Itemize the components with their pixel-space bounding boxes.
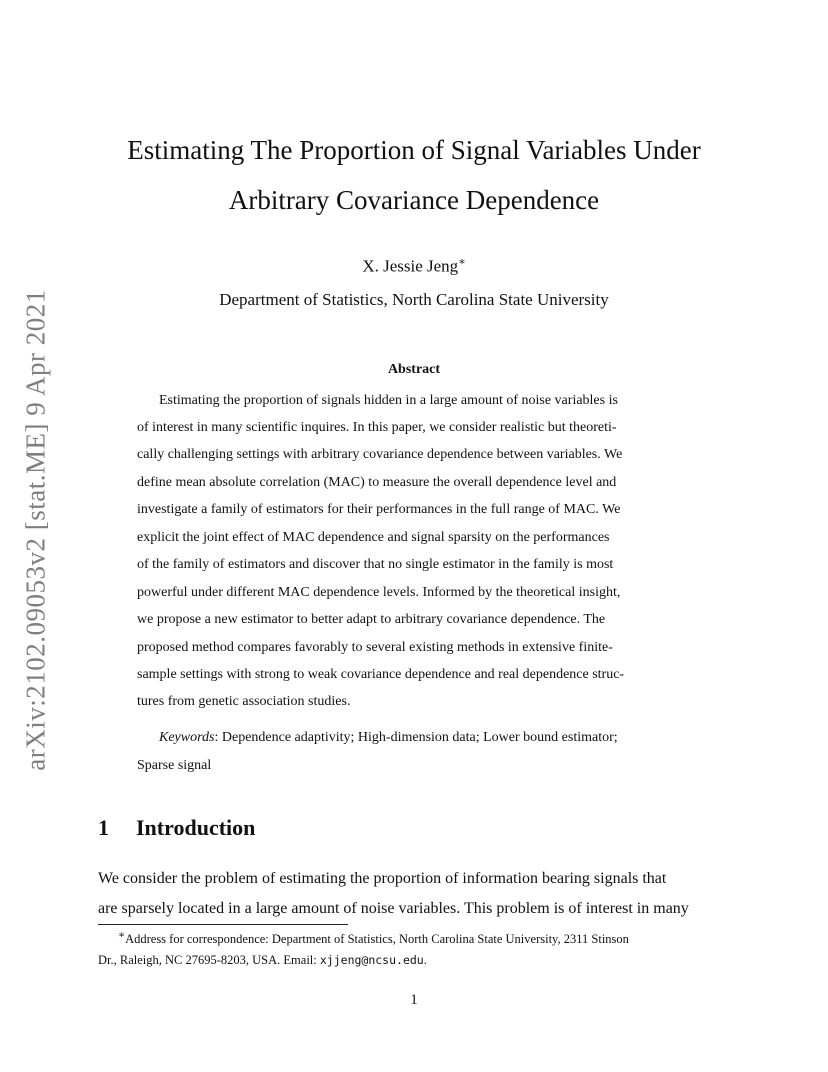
- abstract-line: we propose a new estimator to better adapt to arbitrary covariance dependence. The: [137, 612, 606, 627]
- abstract-line: sample settings with strong to weak covariance dependence and real dependence struc-: [137, 667, 625, 682]
- arxiv-identifier: arXiv:2102.09053v2 [stat.ME] 9 Apr 2021: [20, 289, 51, 771]
- keywords-continuation: Sparse signal: [137, 758, 212, 773]
- body-text-line: are sparsely located in a large amount of noise variables. This problem is of interest in many: [98, 900, 689, 917]
- abstract-line: explicit the joint effect of MAC dependence and signal sparsity on the performances: [137, 530, 610, 545]
- footnote-email-link[interactable]: xjjeng@ncsu.edu: [319, 953, 424, 967]
- page-number: 1: [410, 992, 418, 1008]
- paper-title-line-2: Arbitrary Covariance Dependence: [228, 185, 600, 215]
- abstract-line: define mean absolute correlation (MAC) to measure the overall dependence level and: [137, 475, 617, 490]
- abstract-line: tures from genetic association studies.: [137, 694, 351, 709]
- keywords-text: : Dependence adaptivity; High-dimension data; Lower bound estimator;: [214, 730, 618, 745]
- abstract-line: proposed method compares favorably to several existing methods in extensive finite-: [137, 640, 613, 655]
- keywords-label: Keywords: [159, 730, 215, 745]
- footnote-rule: [98, 924, 348, 925]
- author: [80, 255, 748, 277]
- footnote-line: [98, 953, 427, 968]
- affiliation: Department of Statistics, North Carolina State University: [219, 290, 609, 309]
- footnote-text: Address for correspondence: Department of Statistics, North Carolina State University, 2311 Stinson: [125, 932, 629, 947]
- body-text-line: We consider the problem of estimating the proportion of information bearing signals that: [98, 870, 667, 887]
- section-title: Introduction: [136, 815, 256, 840]
- author-footnote-mark: ∗: [458, 256, 466, 268]
- section-heading: [98, 815, 255, 841]
- abstract-line: of interest in many scientific inquires. In this paper, we consider realistic but theoreti-: [137, 420, 617, 435]
- abstract-line: cally challenging settings with arbitrary covariance dependence between variables. We: [137, 447, 623, 462]
- author-name: X. Jessie Jeng: [362, 256, 459, 276]
- abstract-heading: Abstract: [387, 362, 441, 377]
- paper-title-line-1: Estimating The Proportion of Signal Variables Under: [127, 135, 701, 165]
- keywords-line: [159, 730, 618, 746]
- footnote-mark: ∗: [118, 930, 126, 941]
- abstract-line: investigate a family of estimators for their performances in the full range of MAC. We: [137, 502, 621, 517]
- abstract-line: Estimating the proportion of signals hidden in a large amount of noise variables is: [159, 393, 618, 408]
- abstract-line: powerful under different MAC dependence levels. Informed by the theoretical insight,: [137, 585, 621, 600]
- footnote-text: .: [423, 953, 427, 967]
- abstract-line: of the family of estimators and discover that no single estimator in the family is most: [137, 557, 614, 572]
- footnote-line: [118, 929, 629, 947]
- footnote-text: Dr., Raleigh, NC 27695-8203, USA. Email:: [98, 953, 320, 967]
- section-number: 1: [98, 815, 109, 840]
